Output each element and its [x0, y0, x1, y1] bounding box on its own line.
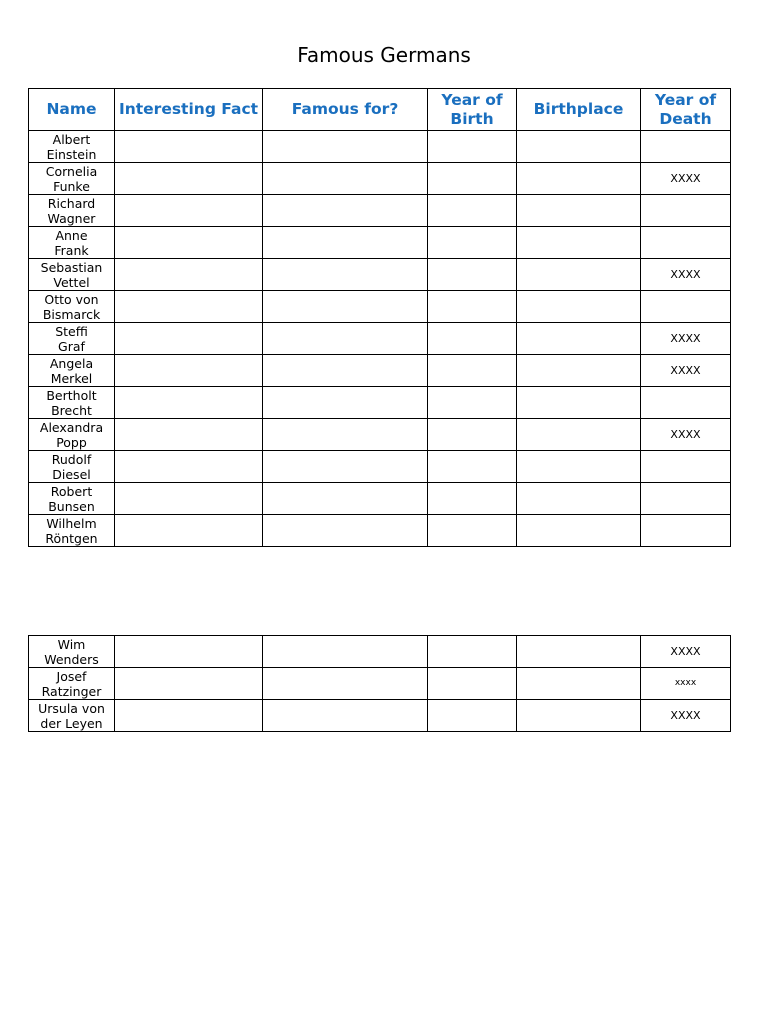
name-cell: Rudolf Diesel — [29, 451, 115, 483]
name-cell: Sebastian Vettel — [29, 259, 115, 291]
year-of-birth-cell[interactable] — [428, 195, 517, 227]
name-cell: Cornelia Funke — [29, 163, 115, 195]
interesting-fact-cell[interactable] — [115, 515, 263, 547]
birthplace-cell[interactable] — [517, 323, 641, 355]
table-row — [29, 323, 731, 355]
name-cell: Wilhelm Röntgen — [29, 515, 115, 547]
year-of-birth-cell[interactable] — [428, 227, 517, 259]
year-of-birth-cell[interactable] — [428, 163, 517, 195]
year-of-birth-cell[interactable] — [428, 451, 517, 483]
table-row — [29, 700, 731, 732]
table-row — [29, 419, 731, 451]
table-row — [29, 259, 731, 291]
interesting-fact-cell[interactable] — [115, 259, 263, 291]
interesting-fact-cell[interactable] — [115, 387, 263, 419]
name-cell: Alexandra Popp — [29, 419, 115, 451]
birthplace-cell[interactable] — [517, 668, 641, 700]
birthplace-cell[interactable] — [517, 131, 641, 163]
year-of-birth-cell[interactable] — [428, 291, 517, 323]
famous-for-cell[interactable] — [263, 700, 428, 732]
year-of-death-cell[interactable]: XXXX — [641, 636, 731, 668]
year-of-birth-cell[interactable] — [428, 419, 517, 451]
header-famous-for: Famous for? — [263, 89, 428, 131]
table-row — [29, 355, 731, 387]
famous-for-cell[interactable] — [263, 483, 428, 515]
famous-for-cell[interactable] — [263, 131, 428, 163]
year-of-death-cell[interactable] — [641, 451, 731, 483]
year-of-death-cell[interactable]: xxxx — [641, 668, 731, 700]
famous-for-cell[interactable] — [263, 515, 428, 547]
table-row — [29, 131, 731, 163]
birthplace-cell[interactable] — [517, 291, 641, 323]
table-row — [29, 483, 731, 515]
table-row — [29, 515, 731, 547]
header-interesting-fact: Interesting Fact — [115, 89, 263, 131]
famous-for-cell[interactable] — [263, 668, 428, 700]
name-cell: Bertholt Brecht — [29, 387, 115, 419]
birthplace-cell[interactable] — [517, 515, 641, 547]
table-row — [29, 451, 731, 483]
year-of-death-cell[interactable] — [641, 291, 731, 323]
table-row — [29, 227, 731, 259]
table-row — [29, 291, 731, 323]
name-cell: Josef Ratzinger — [29, 668, 115, 700]
year-of-death-cell[interactable] — [641, 515, 731, 547]
header-birthplace: Birthplace — [517, 89, 641, 131]
famous-for-cell[interactable] — [263, 451, 428, 483]
interesting-fact-cell[interactable] — [115, 419, 263, 451]
interesting-fact-cell[interactable] — [115, 636, 263, 668]
header-name: Name — [29, 89, 115, 131]
name-cell: Steffi Graf — [29, 323, 115, 355]
header-year-of-birth: Year of Birth — [428, 89, 517, 131]
birthplace-cell[interactable] — [517, 700, 641, 732]
famous-for-cell[interactable] — [263, 195, 428, 227]
year-of-death-cell[interactable]: XXXX — [641, 163, 731, 195]
name-cell: Richard Wagner — [29, 195, 115, 227]
interesting-fact-cell[interactable] — [115, 227, 263, 259]
birthplace-cell[interactable] — [517, 195, 641, 227]
famous-for-cell[interactable] — [263, 355, 428, 387]
name-cell: Ursula von der Leyen — [29, 700, 115, 732]
page-title: Famous Germans — [297, 43, 471, 67]
famous-for-cell[interactable] — [263, 259, 428, 291]
famous-for-cell[interactable] — [263, 636, 428, 668]
interesting-fact-cell[interactable] — [115, 131, 263, 163]
year-of-birth-cell[interactable] — [428, 131, 517, 163]
famous-for-cell[interactable] — [263, 163, 428, 195]
name-cell: Angela Merkel — [29, 355, 115, 387]
year-of-death-cell[interactable] — [641, 483, 731, 515]
table-row — [29, 387, 731, 419]
year-of-birth-cell[interactable] — [428, 515, 517, 547]
year-of-death-cell[interactable]: XXXX — [641, 355, 731, 387]
birthplace-cell[interactable] — [517, 483, 641, 515]
extra-germans-table — [28, 635, 731, 732]
year-of-birth-cell[interactable] — [428, 668, 517, 700]
table-row — [29, 668, 731, 700]
birthplace-cell[interactable] — [517, 636, 641, 668]
year-of-death-cell[interactable] — [641, 227, 731, 259]
famous-for-cell[interactable] — [263, 419, 428, 451]
year-of-birth-cell[interactable] — [428, 636, 517, 668]
header-row — [29, 89, 731, 131]
year-of-death-cell[interactable] — [641, 195, 731, 227]
birthplace-cell[interactable] — [517, 227, 641, 259]
table-row — [29, 636, 731, 668]
famous-germans-table — [28, 88, 731, 547]
year-of-death-cell[interactable] — [641, 131, 731, 163]
year-of-birth-cell[interactable] — [428, 323, 517, 355]
header-year-of-death: Year of Death — [641, 89, 731, 131]
year-of-birth-cell[interactable] — [428, 483, 517, 515]
interesting-fact-cell[interactable] — [115, 700, 263, 732]
year-of-birth-cell[interactable] — [428, 387, 517, 419]
year-of-death-cell[interactable]: XXXX — [641, 419, 731, 451]
famous-for-cell[interactable] — [263, 323, 428, 355]
name-cell: Albert Einstein — [29, 131, 115, 163]
famous-for-cell[interactable] — [263, 291, 428, 323]
name-cell: Robert Bunsen — [29, 483, 115, 515]
birthplace-cell[interactable] — [517, 163, 641, 195]
year-of-death-cell[interactable] — [641, 387, 731, 419]
year-of-death-cell[interactable]: XXXX — [641, 323, 731, 355]
interesting-fact-cell[interactable] — [115, 451, 263, 483]
year-of-birth-cell[interactable] — [428, 700, 517, 732]
name-cell: Anne Frank — [29, 227, 115, 259]
year-of-death-cell[interactable]: XXXX — [641, 700, 731, 732]
interesting-fact-cell[interactable] — [115, 355, 263, 387]
interesting-fact-cell[interactable] — [115, 291, 263, 323]
interesting-fact-cell[interactable] — [115, 483, 263, 515]
interesting-fact-cell[interactable] — [115, 668, 263, 700]
birthplace-cell[interactable] — [517, 355, 641, 387]
interesting-fact-cell[interactable] — [115, 323, 263, 355]
birthplace-cell[interactable] — [517, 387, 641, 419]
birthplace-cell[interactable] — [517, 451, 641, 483]
famous-for-cell[interactable] — [263, 387, 428, 419]
name-cell: Otto von Bismarck — [29, 291, 115, 323]
year-of-death-cell[interactable]: XXXX — [641, 259, 731, 291]
birthplace-cell[interactable] — [517, 259, 641, 291]
table-row — [29, 163, 731, 195]
table-row — [29, 195, 731, 227]
year-of-birth-cell[interactable] — [428, 355, 517, 387]
year-of-birth-cell[interactable] — [428, 259, 517, 291]
interesting-fact-cell[interactable] — [115, 163, 263, 195]
name-cell: Wim Wenders — [29, 636, 115, 668]
famous-for-cell[interactable] — [263, 227, 428, 259]
interesting-fact-cell[interactable] — [115, 195, 263, 227]
birthplace-cell[interactable] — [517, 419, 641, 451]
